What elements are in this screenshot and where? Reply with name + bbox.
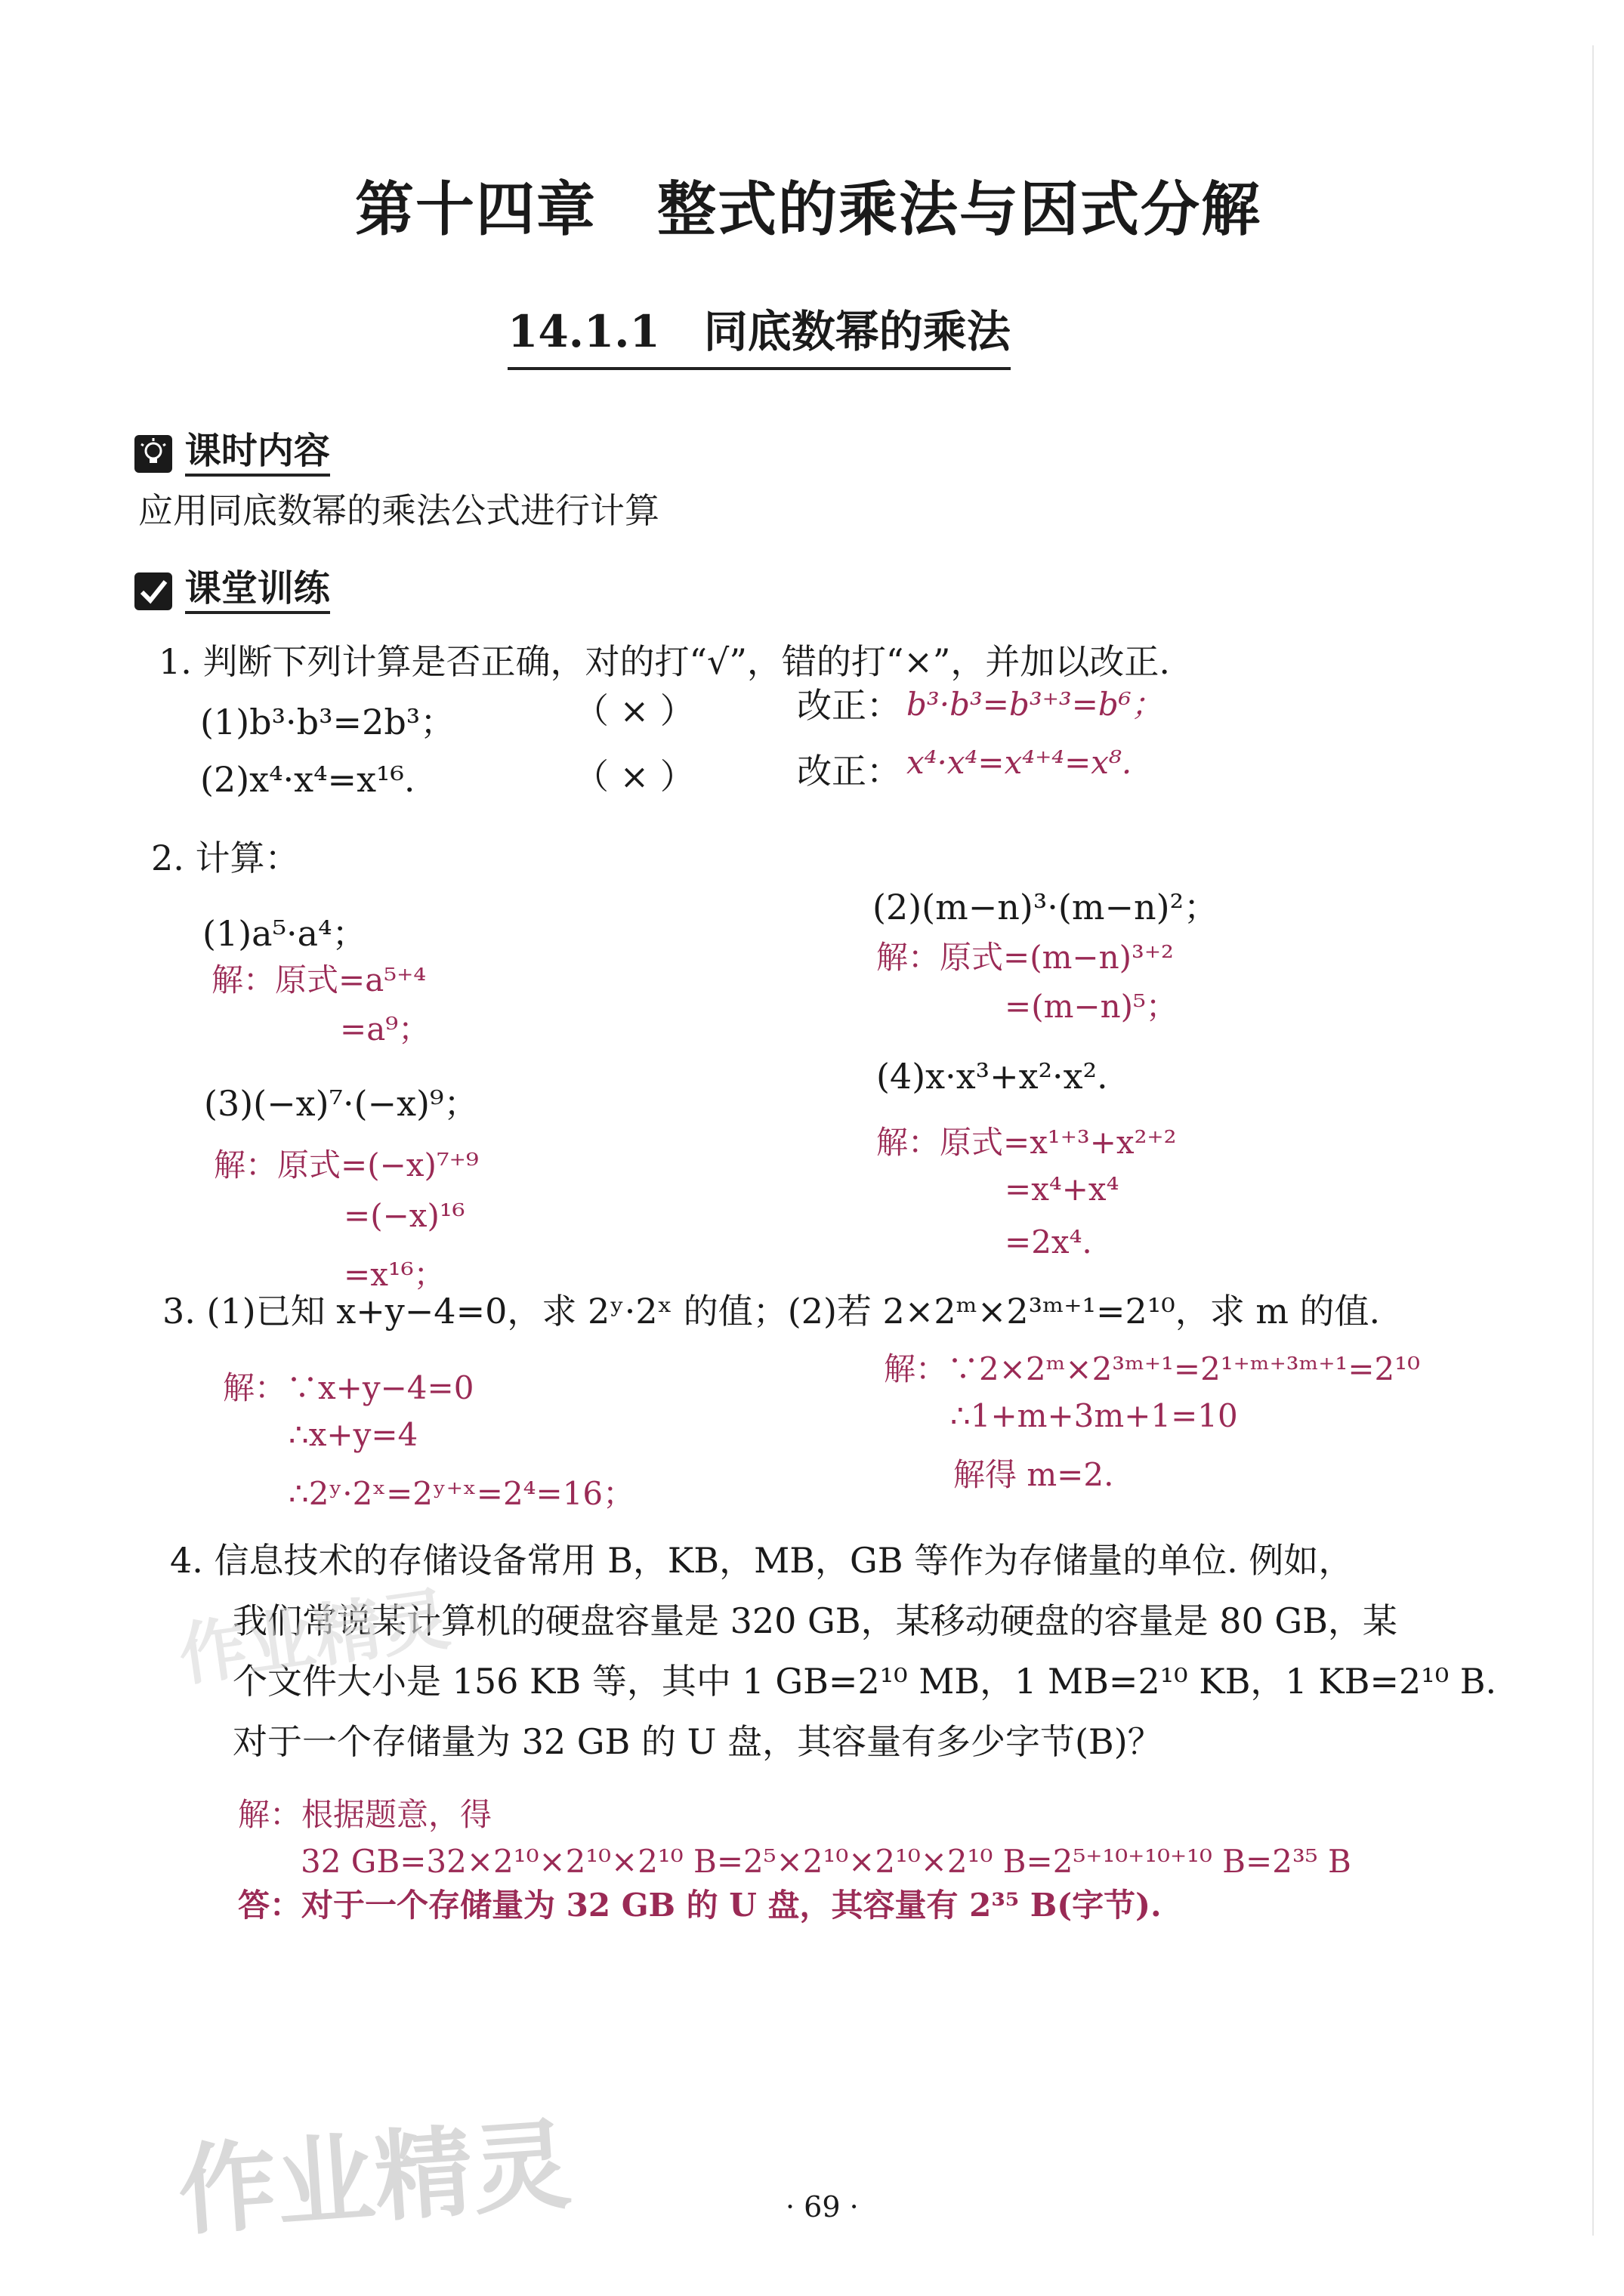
q2-p4-l2: =x⁴+x⁴	[1005, 1171, 1119, 1208]
q4-answer-l1: 解：根据题意，得	[238, 1796, 492, 1833]
q2-p4-expr: (4)x·x³+x²·x².	[876, 1056, 1108, 1097]
chapter-title: 第十四章 整式的乘法与因式分解	[355, 175, 1262, 244]
q2-p2-l1: 解：原式=(m−n)³⁺²	[876, 939, 1174, 976]
q3-s1-l3: ∴2ʸ·2ˣ=2ʸ⁺ˣ=2⁴=16；	[289, 1475, 635, 1512]
q3-s2-l3: 解得 m=2.	[953, 1456, 1114, 1493]
q1-prompt: 1. 判断下列计算是否正确，对的打“√”，错的打“×”，并加以改正.	[159, 641, 1171, 682]
page-number: · 69 ·	[786, 2190, 859, 2223]
q4-answer-l2: 32 GB=32×2¹⁰×2¹⁰×2¹⁰ B=2⁵×2¹⁰×2¹⁰×2¹⁰ B=2⁵⁺¹⁰⁺¹⁰⁺¹⁰ B=2³⁵ B	[301, 1843, 1351, 1880]
q1-item1-label: 改正：	[797, 685, 901, 726]
q1-item2-expr: (2)x⁴·x⁴=x¹⁶.	[200, 759, 415, 800]
q4-line3: 个文件大小是 156 KB 等，其中 1 GB=2¹⁰ MB，1 MB=2¹⁰ KB，1 KB=2¹⁰ B.	[233, 1661, 1497, 1702]
lesson-header	[134, 421, 330, 474]
q1-item2-mark: （ × ）	[574, 756, 695, 797]
q1-item1-expr: (1)b³·b³=2b³；	[200, 702, 455, 742]
q2-p2-expr: (2)(m−n)³·(m−n)²；	[872, 887, 1219, 927]
q2-p3-l3: =x¹⁶；	[344, 1256, 446, 1293]
lesson-content: 应用同底数幂的乘法公式进行计算	[138, 490, 659, 531]
watermark-bottom: 作业精灵	[174, 2107, 575, 2249]
q1-item1-mark: （ × ）	[574, 690, 695, 731]
practice-header-label: 课堂训练	[185, 567, 330, 614]
q2-p1-l2: =a⁹；	[340, 1011, 431, 1048]
q2-p3-expr: (3)(−x)⁷·(−x)⁹；	[204, 1083, 479, 1124]
q1-item1-fix: b³·b³=b³⁺³=b⁶；	[906, 686, 1163, 723]
q3-s1-l1: 解：∵x+y−4=0	[223, 1369, 474, 1406]
q4-line1: 4. 信息技术的存储设备常用 B，KB，MB，GB 等作为存储量的单位. 例如，	[170, 1540, 1354, 1581]
lesson-header-label: 课时内容	[185, 430, 330, 477]
q3-s1-l2: ∴x+y=4	[289, 1416, 418, 1453]
q4-answer-l3: 答：对于一个存储量为 32 GB 的 U 盘，其容量有 2³⁵ B(字节).	[238, 1887, 1162, 1924]
q3-s2-l1: 解：∵2×2ᵐ×2³ᵐ⁺¹=2¹⁺ᵐ⁺³ᵐ⁺¹=2¹⁰	[884, 1350, 1420, 1387]
q1-item2-fix: x⁴·x⁴=x⁴⁺⁴=x⁸.	[906, 744, 1132, 781]
checkmark-icon	[134, 572, 172, 610]
q2-p3-l1: 解：原式=(−x)⁷⁺⁹	[214, 1146, 479, 1183]
q2-prompt: 2. 计算：	[151, 838, 300, 878]
q2-p1-expr: (1)a⁵·a⁴；	[202, 913, 367, 954]
q3-s2-l2: ∴1+m+3m+1=10	[950, 1397, 1238, 1434]
q4-line4: 对于一个存储量为 32 GB 的 U 盘，其容量有多少字节(B)？	[233, 1721, 1162, 1762]
section-title: 14.1.1 同底数幂的乘法	[508, 296, 1011, 370]
q4-line2: 我们常说某计算机的硬盘容量是 320 GB，某移动硬盘的容量是 80 GB，某	[233, 1600, 1397, 1641]
q2-p4-l1: 解：原式=x¹⁺³+x²⁺²	[876, 1124, 1177, 1161]
q2-p1-l1: 解：原式=a⁵⁺⁴	[211, 961, 427, 998]
lightbulb-icon	[134, 435, 172, 473]
q2-p2-l2: =(m−n)⁵；	[1005, 988, 1178, 1025]
q1-item2-label: 改正：	[797, 751, 901, 792]
q3-prompt: 3. (1)已知 x+y−4=0，求 2ʸ·2ˣ 的值；(2)若 2×2ᵐ×2³ᵐ⁺¹=2¹⁰，求 m 的值.	[162, 1291, 1381, 1332]
q2-p3-l2: =(−x)¹⁶	[344, 1197, 465, 1234]
page-edge	[1592, 45, 1594, 2236]
practice-header	[134, 559, 330, 611]
q2-p4-l3: =2x⁴.	[1005, 1224, 1092, 1261]
watermark-mid: 作业精灵	[174, 1579, 455, 1696]
